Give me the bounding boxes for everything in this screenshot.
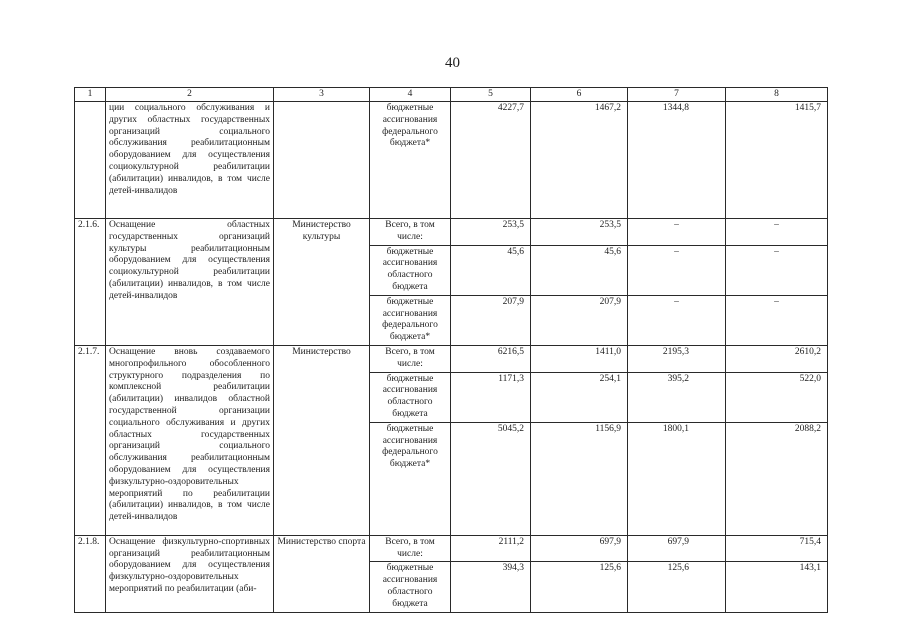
value-year-3: 715,4 xyxy=(726,535,828,562)
value-year-1: 207,9 xyxy=(531,295,628,345)
funding-source: Всего, в том числе: xyxy=(370,345,451,372)
value-year-2: 1800,1 xyxy=(628,422,726,535)
value-year-3: 143,1 xyxy=(726,562,828,612)
value-year-3: 2610,2 xyxy=(726,345,828,372)
item-number: 2.1.6. xyxy=(75,219,106,346)
funding-source: бюджетные ассигнования федерального бюджета* xyxy=(370,102,451,219)
value-year-1: 253,5 xyxy=(531,219,628,246)
funding-source: бюджетные ассигнования федерального бюджета* xyxy=(370,422,451,535)
table-row xyxy=(75,345,828,372)
value-year-1: 1411,0 xyxy=(531,345,628,372)
item-number-cell xyxy=(75,102,106,219)
item-description: Оснащение вновь создаваемого многопрофильного обособленного структурного подразделения по комплексной реабилитации (абилитации) инвалидов областной государственной организации социального обслуживания и других областных государственных организаций социального обслуживания реабилитационным оборудованием для осуществления физкультурно-оздоровительных мероприятий по реабилитации (абилитации) инвалидов, в том числе детей-инвалидов xyxy=(106,345,274,535)
item-number: 2.1.7. xyxy=(75,345,106,535)
funding-source: бюджетные ассигнования федерального бюджета* xyxy=(370,295,451,345)
value-total: 2111,2 xyxy=(451,535,531,562)
col-header-2: 2 xyxy=(106,88,274,102)
value-year-2: – xyxy=(628,295,726,345)
item-number: 2.1.8. xyxy=(75,535,106,612)
value-year-1: 1156,9 xyxy=(531,422,628,535)
col-header-7: 7 xyxy=(628,88,726,102)
value-total: 1171,3 xyxy=(451,372,531,422)
col-header-8: 8 xyxy=(726,88,828,102)
funding-source: Всего, в том числе: xyxy=(370,535,451,562)
funding-source: Всего, в том числе: xyxy=(370,219,451,246)
col-header-4: 4 xyxy=(370,88,451,102)
value-year-2: 2195,3 xyxy=(628,345,726,372)
table-row xyxy=(75,535,828,562)
value-total: 5045,2 xyxy=(451,422,531,535)
col-header-1: 1 xyxy=(75,88,106,102)
value-year-2: 395,2 xyxy=(628,372,726,422)
value-year-1: 697,9 xyxy=(531,535,628,562)
funding-source: бюджетные ассигнования областного бюджета xyxy=(370,245,451,295)
col-header-3: 3 xyxy=(274,88,370,102)
value-total: 45,6 xyxy=(451,245,531,295)
page-number: 40 xyxy=(445,55,460,71)
value-total: 253,5 xyxy=(451,219,531,246)
value-year-2: – xyxy=(628,219,726,246)
value-total: 207,9 xyxy=(451,295,531,345)
item-description: Оснащение физкультурно-спортивных организаций реабилитационным оборудованием для осуществления физкультурно-оздоровительных мероприятий по реабилитации (аби- xyxy=(106,535,274,612)
funding-source: бюджетные ассигнования областного бюджета xyxy=(370,562,451,612)
item-responsible: Министерство спорта xyxy=(274,535,370,612)
funding-source: бюджетные ассигнования областного бюджета xyxy=(370,372,451,422)
value-year-3: 2088,2 xyxy=(726,422,828,535)
value-year-1: 254,1 xyxy=(531,372,628,422)
value-year-2: – xyxy=(628,245,726,295)
value-total: 394,3 xyxy=(451,562,531,612)
item-responsible: Министерство культуры xyxy=(274,219,370,346)
col-header-6: 6 xyxy=(531,88,628,102)
value-year-3: – xyxy=(726,245,828,295)
table-row-continued xyxy=(75,102,828,219)
value-year-2: 1344,8 xyxy=(628,102,726,219)
value-year-1: 45,6 xyxy=(531,245,628,295)
value-year-2: 125,6 xyxy=(628,562,726,612)
value-year-1: 125,6 xyxy=(531,562,628,612)
value-year-2: 697,9 xyxy=(628,535,726,562)
value-year-3: – xyxy=(726,219,828,246)
item-description: ции социального обслуживания и других областных государственных организаций социального обслуживания реабилитационным оборудованием для осуществления социокультурной реабилитации (абилитации) инвалидов, в том числе детей-инвалидов xyxy=(106,102,274,219)
value-year-3: 522,0 xyxy=(726,372,828,422)
item-responsible: Министерство xyxy=(274,345,370,535)
table-header-row xyxy=(75,88,828,102)
value-year-1: 1467,2 xyxy=(531,102,628,219)
item-responsible xyxy=(274,102,370,219)
item-description: Оснащение областных государственных организаций культуры реабилитационным оборудованием для осуществления социокультурной реабилитации (абилитации) инвалидов, в том числе детей-инвалидов xyxy=(106,219,274,346)
value-total: 4227,7 xyxy=(451,102,531,219)
table-row xyxy=(75,219,828,246)
value-total: 6216,5 xyxy=(451,345,531,372)
value-year-3: – xyxy=(726,295,828,345)
value-year-3: 1415,7 xyxy=(726,102,828,219)
budget-table xyxy=(74,87,828,613)
col-header-5: 5 xyxy=(451,88,531,102)
